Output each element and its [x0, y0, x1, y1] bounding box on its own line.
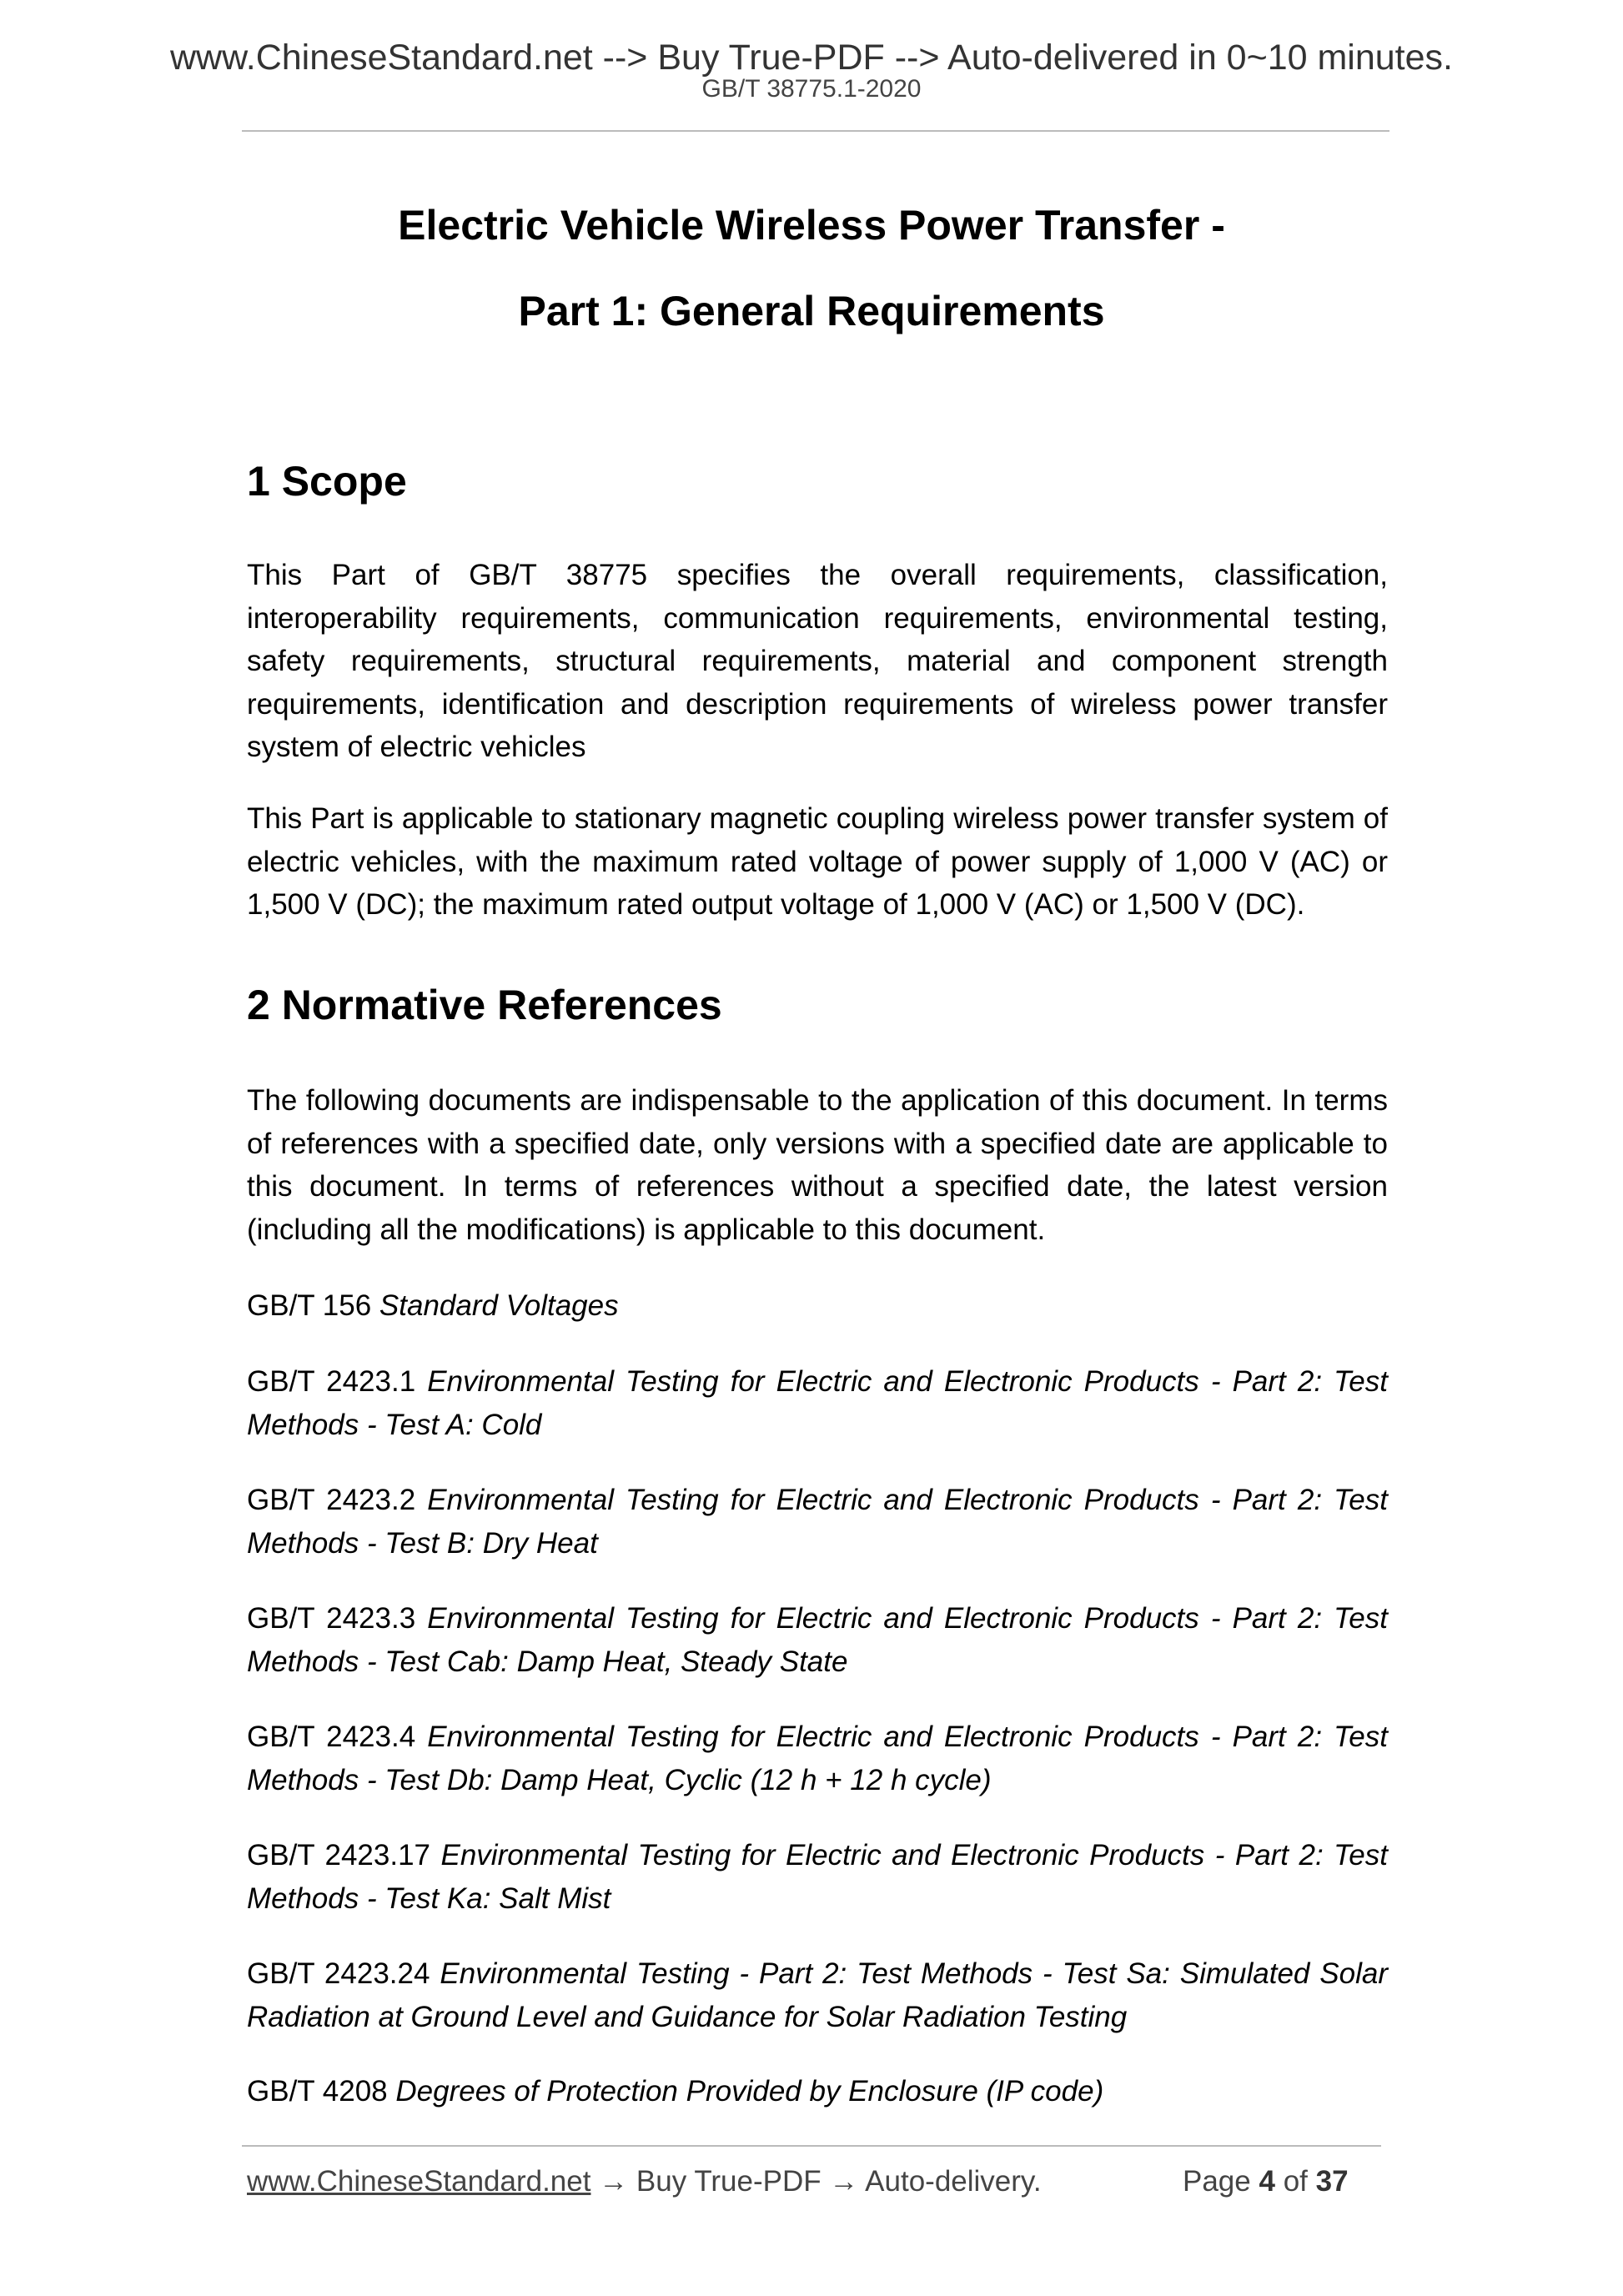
reference-item [247, 1716, 1388, 1801]
reference-item [247, 1597, 1388, 1683]
scope-paragraph-2: This Part is applicable to stationary magnetic coupling wireless power transfer system of electric vehicles, with the maximum rated voltage of power supply of 1,000 V (AC) or 1,500 V (DC); the maximum rated output voltage of 1,000 V (AC) or 1,500 V (DC). [247, 802, 1388, 921]
section-heading-scope: 1 Scope [247, 458, 407, 505]
reference-code: GB/T 2423.17 [247, 1839, 431, 1871]
footer-divider [242, 2145, 1381, 2147]
reference-code: GB/T 2423.2 [247, 1484, 416, 1516]
document-number: GB/T 38775.1-2020 [701, 75, 922, 103]
section-heading-normative-references: 2 Normative References [247, 982, 722, 1028]
reference-code: GB/T 4208 [247, 2075, 388, 2108]
footer-promo [247, 2167, 1042, 2196]
header-divider [242, 130, 1389, 132]
reference-title: Environmental Testing for Electric and Electronic Products - Part 2: Test Methods - Test Cab: Damp Heat, Steady State [247, 1602, 1388, 1678]
reference-item [247, 1952, 1388, 2038]
reference-title: Degrees of Protection Provided by Enclosure (IP code) [395, 2075, 1104, 2108]
page-of: of [1283, 2165, 1308, 2198]
reference-title: Environmental Testing for Electric and Electronic Products - Part 2: Test Methods - Test Ka: Salt Mist [247, 1839, 1388, 1915]
reference-item [247, 1834, 1388, 1920]
reference-code: GB/T 2423.24 [247, 1957, 430, 1990]
scope-paragraph-1: This Part of GB/T 38775 specifies the overall requirements, classification, interoperability requirements, communication requirements, environmental testing, safety requirements, structural requirements, material and component strength requirements, identification and description requirements of wireless power transfer system of electric vehicles [247, 559, 1388, 763]
normative-intro-paragraph: The following documents are indispensable to the application of this document. In terms of references with a specified date, only versions with a specified date are applicable to this document. In terms of references without a specified date, the latest version (including all the modifications) is applicable to this document. [247, 1084, 1388, 1246]
reference-code: GB/T 2423.4 [247, 1721, 416, 1753]
reference-title: Environmental Testing for Electric and Electronic Products - Part 2: Test Methods - Test A: Cold [247, 1365, 1388, 1441]
reference-item [247, 2070, 1388, 2113]
reference-code: GB/T 156 [247, 1289, 372, 1322]
reference-title: Environmental Testing for Electric and Electronic Products - Part 2: Test Methods - Test Db: Damp Heat, Cyclic (12 h + 12 h cycle) [247, 1721, 1388, 1796]
page-total: 37 [1315, 2165, 1349, 2198]
document-title-line-1: Electric Vehicle Wireless Power Transfer - [398, 202, 1225, 249]
page-indicator [1183, 2167, 1383, 2196]
reference-title: Environmental Testing - Part 2: Test Methods - Test Sa: Simulated Solar Radiation at Ground Level and Guidance for Solar Radiation Testing [247, 1957, 1388, 2033]
footer-site-link[interactable]: www.ChineseStandard.net [247, 2165, 591, 2198]
top-banner: www.ChineseStandard.net --> Buy True-PDF --> Auto-delivered in 0~10 minutes. [169, 38, 1453, 78]
reference-title: Standard Voltages [379, 1289, 619, 1322]
reference-item [247, 1479, 1388, 1565]
reference-title: Environmental Testing for Electric and Electronic Products - Part 2: Test Methods - Test B: Dry Heat [247, 1484, 1388, 1560]
page-label: Page [1183, 2165, 1251, 2198]
reference-item [247, 1284, 1388, 1328]
page-current: 4 [1259, 2165, 1275, 2198]
reference-code: GB/T 2423.1 [247, 1365, 416, 1398]
document-title-line-2: Part 1: General Requirements [518, 288, 1105, 334]
reference-item [247, 1360, 1388, 1446]
reference-code: GB/T 2423.3 [247, 1602, 416, 1635]
footer-promo-text: → Buy True-PDF → Auto-delivery. [590, 2165, 1042, 2198]
